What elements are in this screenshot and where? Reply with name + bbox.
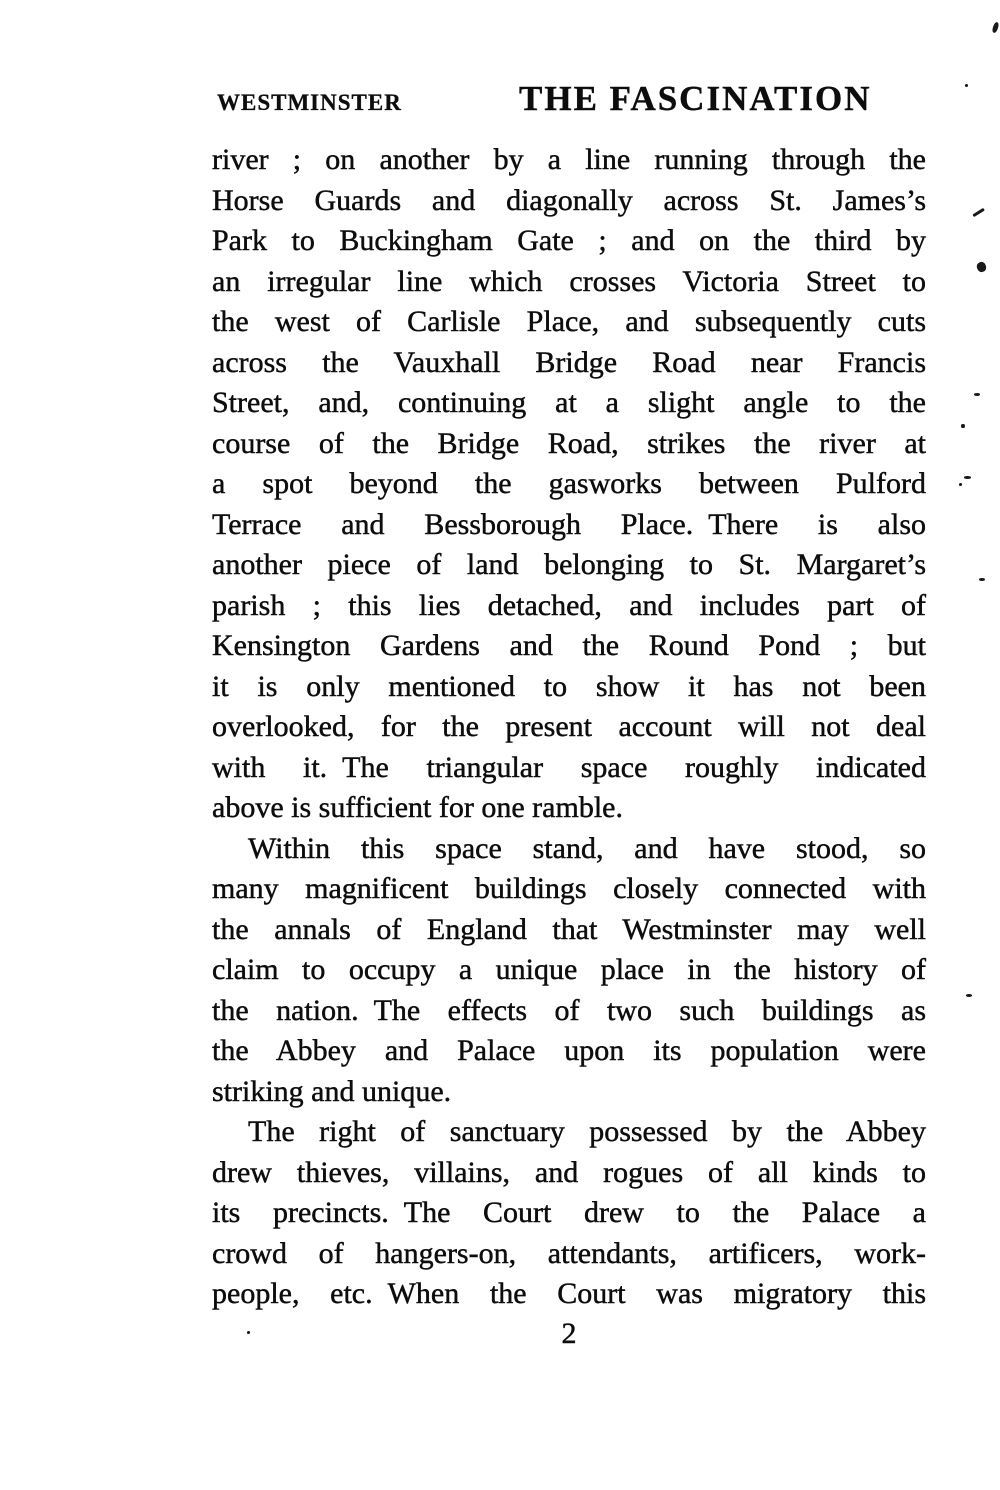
- text-line: drew thieves, villains, and rogues of all kinds to: [212, 1155, 926, 1189]
- text-line: river ; on another by a line running through the: [212, 143, 926, 176]
- text-line: across the Vauxhall Bridge Road near Francis: [212, 345, 926, 379]
- scan-speck: [964, 476, 971, 479]
- scan-speck: [972, 208, 984, 217]
- running-header-section: WESTMINSTER: [217, 90, 402, 115]
- text-line-paragraph-end: striking and unique.: [212, 1074, 452, 1108]
- text-line: the west of Carlisle Place, and subsequently cuts: [212, 305, 926, 338]
- text-line: Kensington Gardens and the Round Pond ; but: [212, 629, 926, 662]
- text-line-paragraph-start: Within this space stand, and have stood, so: [248, 831, 926, 865]
- scan-speck: [961, 424, 965, 428]
- text-line: Horse Guards and diagonally across St. James’s: [212, 183, 926, 217]
- scan-speck: [979, 578, 985, 581]
- running-header-title: THE FASCINATION: [519, 79, 872, 118]
- text-line: crowd of hangers-on, attendants, artificers, work-: [212, 1236, 926, 1270]
- text-line: overlooked, for the present account will not deal: [212, 710, 926, 743]
- scan-speck: [976, 261, 988, 273]
- text-line-paragraph-start: The right of sanctuary possessed by the Abbey: [248, 1115, 926, 1148]
- scan-speck: [966, 994, 972, 997]
- text-line-paragraph-end: above is sufficient for one ramble.: [212, 791, 623, 824]
- text-line: the nation. The effects of two such buildings as: [212, 993, 926, 1027]
- text-line: many magnificent buildings closely connected with: [212, 872, 926, 905]
- text-line: the Abbey and Palace upon its population were: [212, 1034, 926, 1067]
- text-line: Park to Buckingham Gate ; and on the third by: [212, 224, 926, 257]
- text-line: it is only mentioned to show it has not been: [212, 669, 926, 703]
- page-number: 2: [561, 1317, 577, 1350]
- text-line: people, etc. When the Court was migratory this: [212, 1277, 926, 1310]
- text-line: parish ; this lies detached, and includes part of: [212, 588, 926, 622]
- text-line: Street, and, continuing at a slight angle to the: [212, 386, 926, 419]
- body-text: [212, 140, 926, 1315]
- text-line: a spot beyond the gasworks between Pulford: [212, 467, 926, 500]
- text-line: claim to occupy a unique place in the history of: [212, 953, 926, 986]
- text-line: its precincts. The Court drew to the Palace a: [212, 1196, 926, 1229]
- text-line: Terrace and Bessborough Place. There is also: [212, 507, 926, 541]
- text-line: with it. The triangular space roughly indicated: [212, 750, 926, 784]
- text-line: another piece of land belonging to St. Margaret’s: [212, 548, 926, 581]
- text-line: an irregular line which crosses Victoria Street to: [212, 264, 926, 298]
- scan-speck: [959, 483, 962, 486]
- scan-speck: [991, 21, 999, 33]
- text-line: course of the Bridge Road, strikes the river at: [212, 426, 926, 460]
- scan-speck: [974, 393, 980, 396]
- scan-speck: [965, 84, 968, 87]
- text-line: the annals of England that Westminster may well: [212, 912, 926, 946]
- scan-speck: [247, 1331, 250, 1334]
